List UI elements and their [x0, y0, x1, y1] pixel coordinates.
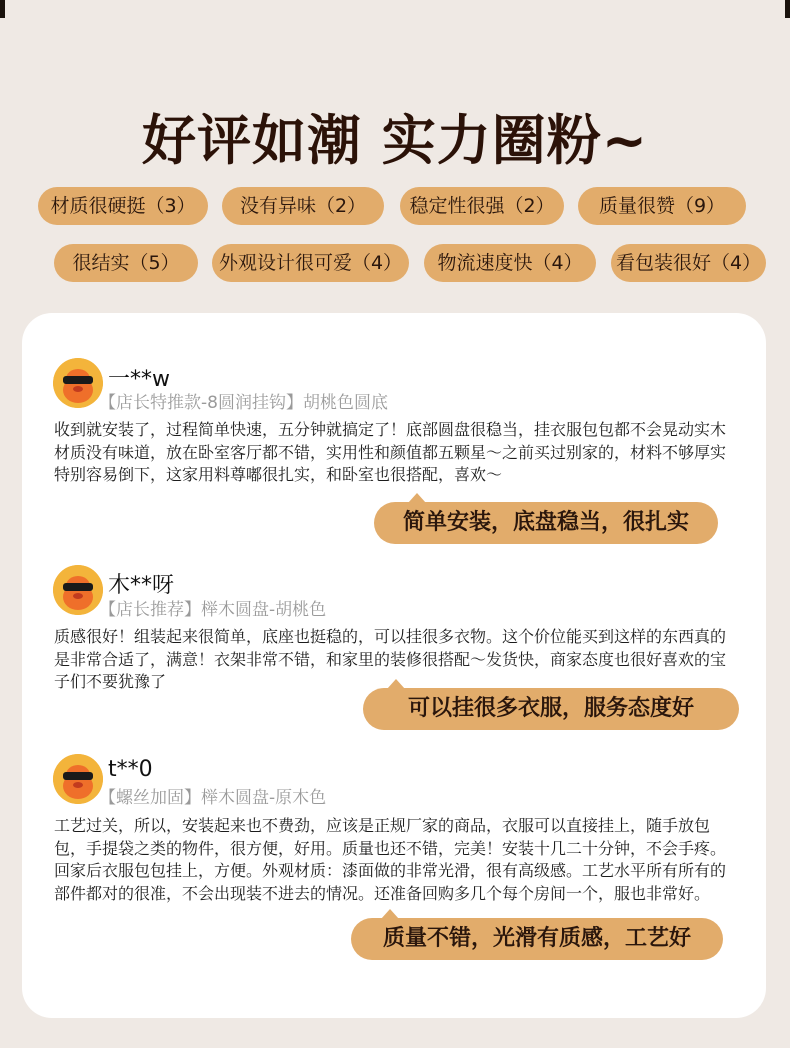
sunglasses-duck-avatar-icon — [53, 358, 103, 408]
review-tag[interactable]: 看包装很好（4） — [611, 244, 766, 282]
page-title: 好评如潮 实力圈粉~ — [141, 109, 649, 172]
review-text: 质感很好！组装起来很简单，底座也挺稳的，可以挂很多衣物。这个价位能买到这样的东西真的是非常合适了，满意！衣架非常不错，和家里的装修很搭配～发货快，商家态度也很好喜欢的宝子们不要犹豫了 — [54, 627, 727, 691]
review-highlight-bubble — [351, 918, 723, 960]
review-highlight: 质量不错，光滑有质感，工艺好 — [382, 926, 691, 951]
review-highlight-bubble — [363, 688, 739, 730]
review-tag[interactable]: 没有异味（2） — [222, 187, 384, 225]
reviewer-name: t**0 — [108, 757, 153, 782]
bubble-tail — [408, 493, 426, 503]
review-highlight-bubble — [374, 502, 718, 544]
top-edge — [0, 0, 790, 18]
bubble-tail — [387, 679, 405, 689]
review-tag[interactable]: 材质很硬挺（3） — [38, 187, 208, 225]
review-tag[interactable]: 外观设计很可爱（4） — [212, 244, 409, 282]
review-text: 收到就安装了，过程简单快速，五分钟就搞定了！底部圆盘很稳当，挂衣服包包都不会晃动实木材质没有味道，放在卧室客厅都不错，实用性和颜值都五颗星～之前买过别家的，材料不够厚实特别容易倒下，这家用料尊嘟很扎实，和卧室也很搭配，喜欢～ — [54, 420, 727, 484]
top-edge-right — [785, 0, 790, 18]
sunglasses-duck-avatar-icon — [53, 565, 103, 615]
reviewer-name: 一**w — [108, 367, 170, 392]
sunglasses-duck-avatar-icon — [53, 754, 103, 804]
reviewer-name: 木**呀 — [108, 573, 175, 598]
review-tag[interactable]: 质量很赞（9） — [578, 187, 746, 225]
review-tag[interactable]: 很结实（5） — [54, 244, 198, 282]
purchased-variant: 【店长特推款-8圆润挂钩】胡桃色圆底 — [99, 393, 388, 413]
purchased-variant: 【螺丝加固】榉木圆盘-原木色 — [99, 788, 327, 808]
review-tag[interactable]: 物流速度快（4） — [424, 244, 596, 282]
review-text: 工艺过关，所以，安装起来也不费劲，应该是正规厂家的商品，衣服可以直接挂上，随手放包包，手提袋之类的物件，很方便，好用。质量也还不错，完美！安装十几二十分钟，不会手疼。回家后衣服包包挂上，方便。外观材质：漆面做的非常光滑，很有高级感。工艺水平所有所有的部件都对的很准，不会出现装不进去的情况。还准备回购多几个每个房间一个，服也非常好。 — [54, 816, 727, 903]
purchased-variant: 【店长推荐】榉木圆盘-胡桃色 — [99, 600, 327, 620]
top-edge-left — [0, 0, 5, 18]
review-highlight: 可以挂很多衣服，服务态度好 — [407, 696, 694, 721]
review-tag[interactable]: 稳定性很强（2） — [400, 187, 564, 225]
review-highlight: 简单安装，底盘稳当，很扎实 — [402, 510, 689, 535]
bubble-tail — [381, 909, 399, 919]
